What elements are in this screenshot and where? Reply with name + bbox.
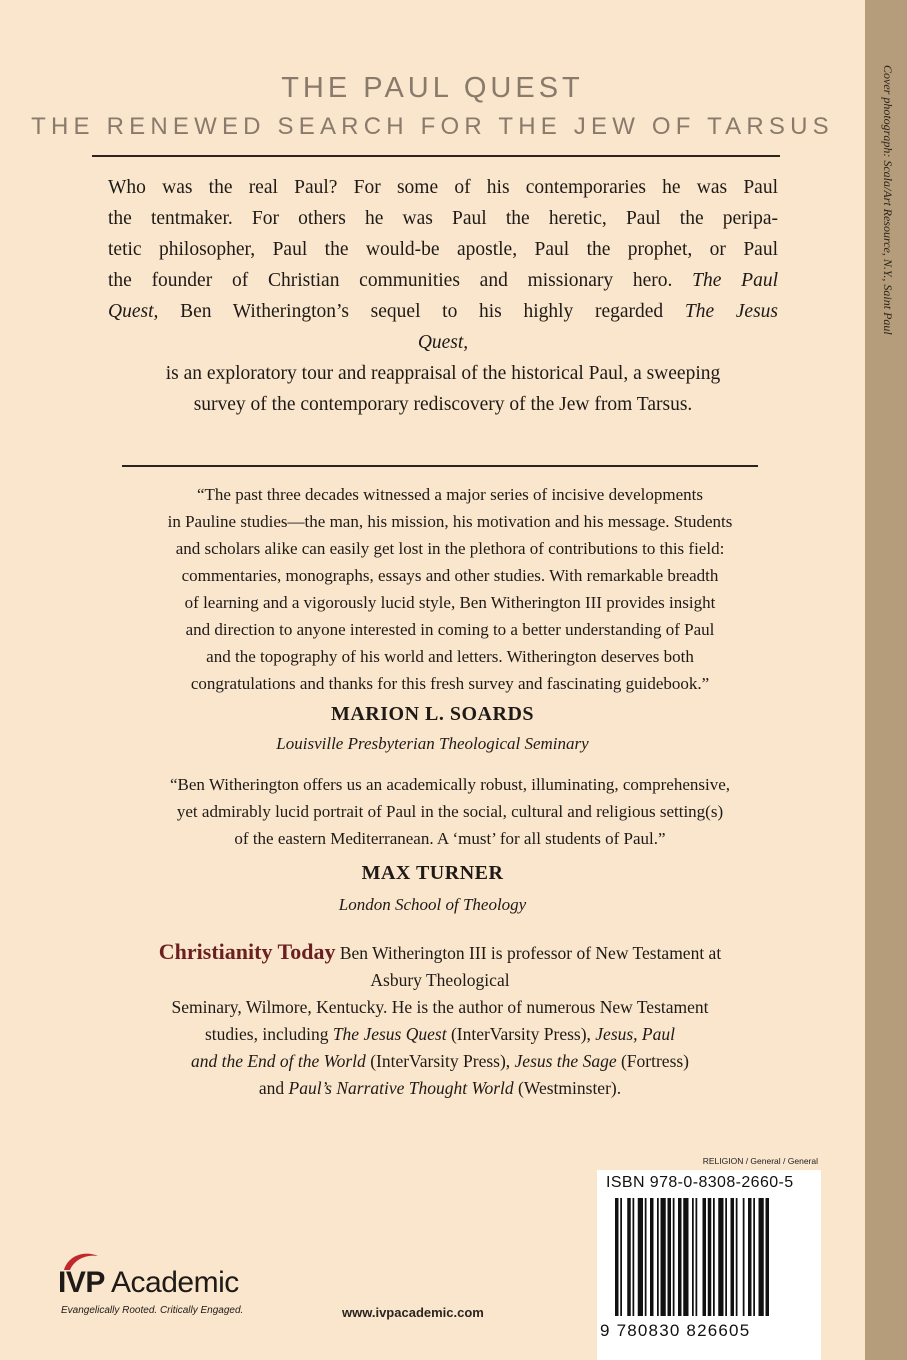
description-line: Who was the real Paul? For some of his contemporaries he was Paul xyxy=(108,177,778,198)
endorser-affiliation: Louisville Presbyterian Theological Seminary xyxy=(276,734,589,753)
divider-top xyxy=(92,155,780,157)
barcode-bar xyxy=(638,1198,643,1316)
book-title: THE PAUL QUEST xyxy=(281,72,584,104)
divider-middle xyxy=(122,465,758,467)
barcode-bar xyxy=(718,1198,723,1316)
quote-line: yet admirably lucid portrait of Paul in the social, cultural and religious setting(s) xyxy=(176,802,724,821)
publisher-website: www.ivpacademic.com xyxy=(342,1305,484,1320)
christianity-today-label: Christianity Today xyxy=(158,939,336,964)
barcode-bar xyxy=(725,1198,727,1316)
author-bio: Christianity Today Ben Witherington III is professor of New Testament at Asbury Theological Seminary, Wilmore, Kentucky. He is the author of numerous New Testament studies, including The Jesus Quest (InterVarsity Press), Jesus, Paul and the End of the World (InterVarsity Press), Jesus the Sage (Fortress) and Paul’s Narrative Thought World (Westminster). xyxy=(158,939,722,1098)
barcode-bar xyxy=(692,1198,694,1316)
quote-line: in Pauline studies—the man, his mission, his motivation and his message. Students xyxy=(167,512,733,531)
barcode-digits: 9 780830 826605 xyxy=(600,1321,751,1340)
barcode-bar xyxy=(668,1198,672,1316)
description-line: survey of the contemporary rediscovery of the Jew from Tarsus. xyxy=(193,394,693,415)
barcode-bar xyxy=(661,1198,666,1316)
endorsement-quote xyxy=(110,771,790,852)
barcode-bar xyxy=(713,1198,715,1316)
quote-line: of the eastern Mediterranean. A ‘must’ for all students of Paul.” xyxy=(234,829,666,848)
description-line: is an exploratory tour and reappraisal of the historical Paul, a sweeping xyxy=(165,363,721,384)
barcode-bar xyxy=(703,1198,707,1316)
quote-line: and scholars alike can easily get lost in the plethora of contributions to this field: xyxy=(175,539,725,558)
quote-line: of learning and a vigorously lucid style, Ben Witherington III provides insight xyxy=(184,593,716,612)
isbn-label: ISBN 978-0-8308-2660-5 xyxy=(606,1174,794,1191)
quote-line: commentaries, monographs, essays and other studies. With remarkable breadth xyxy=(181,566,719,585)
barcode-bar xyxy=(620,1198,622,1316)
quote-line: and the topography of his world and letters. Witherington deserves both xyxy=(206,647,694,666)
bisac-category: RELIGION / General / General xyxy=(702,1156,818,1166)
barcode-bar xyxy=(743,1198,745,1316)
barcode-bar xyxy=(673,1198,675,1316)
endorsement-quote xyxy=(110,481,790,697)
barcode-bar xyxy=(766,1198,770,1316)
quote-line: congratulations and thanks for this fresh survey and fascinating guidebook.” xyxy=(190,674,710,693)
barcode-bar xyxy=(753,1198,755,1316)
description-line: the tentmaker. For others he was Paul the heretic, Paul the peripa- xyxy=(108,208,778,229)
barcode-bar xyxy=(678,1198,682,1316)
publisher-tagline: Evangelically Rooted. Critically Engaged. xyxy=(61,1305,244,1316)
barcode-bar xyxy=(615,1198,619,1316)
description-line: tetic philosopher, Paul the would-be apostle, Paul the prophet, or Paul xyxy=(108,239,778,260)
barcode-bar xyxy=(633,1198,635,1316)
barcode-bar xyxy=(731,1198,735,1316)
barcode-bar xyxy=(696,1198,698,1316)
barcode-bar xyxy=(759,1198,764,1316)
book-subtitle: THE RENEWED SEARCH FOR THE JEW OF TARSUS xyxy=(31,113,834,140)
barcode-bar xyxy=(736,1198,738,1316)
cover-photo-credit: Cover photograph: Scala/Art Resource, N.Y., Saint Paul xyxy=(881,65,895,335)
spine xyxy=(865,0,907,1360)
barcode-bar xyxy=(627,1198,631,1316)
barcode-bar xyxy=(748,1198,752,1316)
endorser-name: MAX TURNER xyxy=(361,862,504,884)
barcode-bar xyxy=(645,1198,647,1316)
description-line: the founder of Christian communities and missionary hero. The Paul xyxy=(108,270,778,291)
barcode-bar xyxy=(650,1198,654,1316)
description-line: Quest, xyxy=(417,332,469,353)
barcode-bar xyxy=(657,1198,659,1316)
endorser-name: MARION L. SOARDS xyxy=(330,703,535,725)
barcode-bar xyxy=(708,1198,712,1316)
description-line: Quest, Ben Witherington’s sequel to his highly regarded The Jesus xyxy=(108,301,779,322)
barcode xyxy=(615,1198,815,1318)
quote-line: “Ben Witherington offers us an academically robust, illuminating, comprehensive, xyxy=(169,775,730,794)
quote-line: “The past three decades witnessed a major series of incisive developments xyxy=(196,485,704,504)
barcode-bar xyxy=(683,1198,688,1316)
endorser-affiliation: London School of Theology xyxy=(338,895,527,914)
book-description xyxy=(108,172,778,420)
quote-line: and direction to anyone interested in coming to a better understanding of Paul xyxy=(185,620,715,639)
